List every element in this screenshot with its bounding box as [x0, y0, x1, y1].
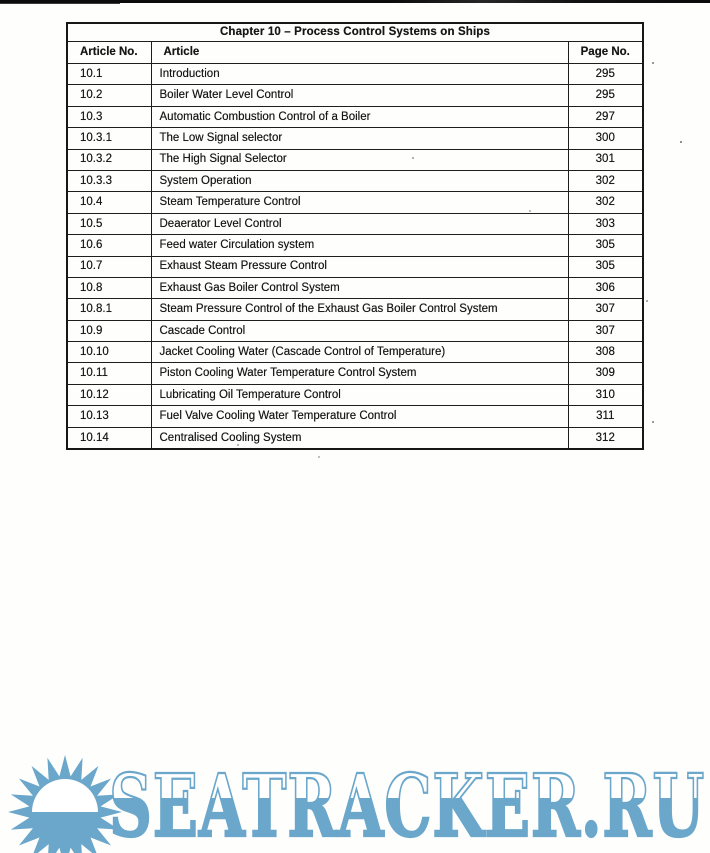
- col-header-article: Article: [151, 42, 568, 64]
- table-row: [67, 149, 643, 170]
- table-row: [67, 406, 643, 427]
- table-row: [67, 342, 643, 363]
- page-no-cell: 302: [568, 170, 643, 191]
- article-cell: Lubricating Oil Temperature Control: [151, 384, 568, 405]
- article-no-cell: 10.3.2: [67, 149, 151, 170]
- page-no-cell: 309: [568, 363, 643, 384]
- article-cell: System Operation: [151, 170, 568, 191]
- page-no-cell: 312: [568, 427, 643, 449]
- article-no-cell: 10.8.1: [67, 299, 151, 320]
- article-no-cell: 10.3.3: [67, 170, 151, 191]
- page-no-cell: 301: [568, 149, 643, 170]
- article-cell: Jacket Cooling Water (Cascade Control of Temperature): [151, 342, 568, 363]
- article-no-cell: 10.9: [67, 320, 151, 341]
- page-no-cell: 311: [568, 406, 643, 427]
- table-title-row: [67, 23, 643, 42]
- table-row: [67, 320, 643, 341]
- page-no-cell: 295: [568, 64, 643, 85]
- article-no-cell: 10.7: [67, 256, 151, 277]
- page-no-cell: 307: [568, 299, 643, 320]
- table-row: [67, 64, 643, 85]
- table-row: [67, 192, 643, 213]
- table-row: [67, 128, 643, 149]
- page-no-cell: 305: [568, 256, 643, 277]
- article-cell: Steam Temperature Control: [151, 192, 568, 213]
- table-row: [67, 363, 643, 384]
- article-no-cell: 10.3: [67, 106, 151, 127]
- table-row: [67, 235, 643, 256]
- article-no-cell: 10.10: [67, 342, 151, 363]
- article-cell: Steam Pressure Control of the Exhaust Gas Boiler Control System: [151, 299, 568, 320]
- table-row: [67, 427, 643, 449]
- table-row: [67, 170, 643, 191]
- watermark: [0, 752, 710, 853]
- table-row: [67, 106, 643, 127]
- page-no-cell: 308: [568, 342, 643, 363]
- col-header-page-no: Page No.: [568, 42, 643, 64]
- article-cell: Piston Cooling Water Temperature Control System: [151, 363, 568, 384]
- article-no-cell: 10.4: [67, 192, 151, 213]
- article-cell: Deaerator Level Control: [151, 213, 568, 234]
- article-no-cell: 10.8: [67, 277, 151, 298]
- article-no-cell: 10.5: [67, 213, 151, 234]
- article-no-cell: 10.11: [67, 363, 151, 384]
- article-cell: The Low Signal selector: [151, 128, 568, 149]
- table-row: [67, 256, 643, 277]
- page-no-cell: 300: [568, 128, 643, 149]
- watermark-text: SEATRACKER.RU: [109, 756, 705, 853]
- toc-table: [66, 22, 644, 450]
- page-no-cell: 310: [568, 384, 643, 405]
- page-no-cell: 303: [568, 213, 643, 234]
- article-cell: Exhaust Gas Boiler Control System: [151, 277, 568, 298]
- article-no-cell: 10.12: [67, 384, 151, 405]
- article-cell: Cascade Control: [151, 320, 568, 341]
- article-no-cell: 10.2: [67, 85, 151, 106]
- scan-artifact-topline: [0, 0, 710, 3]
- table-row: [67, 85, 643, 106]
- article-cell: Boiler Water Level Control: [151, 85, 568, 106]
- page-no-cell: 297: [568, 106, 643, 127]
- article-cell: Feed water Circulation system: [151, 235, 568, 256]
- article-cell: Exhaust Steam Pressure Control: [151, 256, 568, 277]
- article-no-cell: 10.13: [67, 406, 151, 427]
- article-cell: Introduction: [151, 64, 568, 85]
- sun-icon: [8, 755, 122, 853]
- article-no-cell: 10.6: [67, 235, 151, 256]
- article-no-cell: 10.14: [67, 427, 151, 449]
- table-title: Chapter 10 – Process Control Systems on Ships: [67, 23, 643, 42]
- article-cell: Fuel Valve Cooling Water Temperature Control: [151, 406, 568, 427]
- scan-artifact-specks: [0, 0, 2, 2]
- article-no-cell: 10.1: [67, 64, 151, 85]
- page-no-cell: 302: [568, 192, 643, 213]
- article-cell: The High Signal Selector: [151, 149, 568, 170]
- page-no-cell: 295: [568, 85, 643, 106]
- page-no-cell: 305: [568, 235, 643, 256]
- table-row: [67, 299, 643, 320]
- table-row: [67, 213, 643, 234]
- table-row: [67, 384, 643, 405]
- page-no-cell: 307: [568, 320, 643, 341]
- table-row: [67, 277, 643, 298]
- page-no-cell: 306: [568, 277, 643, 298]
- col-header-article-no: Article No.: [67, 42, 151, 64]
- table-header-row: [67, 42, 643, 64]
- article-no-cell: 10.3.1: [67, 128, 151, 149]
- article-cell: Automatic Combustion Control of a Boiler: [151, 106, 568, 127]
- article-cell: Centralised Cooling System: [151, 427, 568, 449]
